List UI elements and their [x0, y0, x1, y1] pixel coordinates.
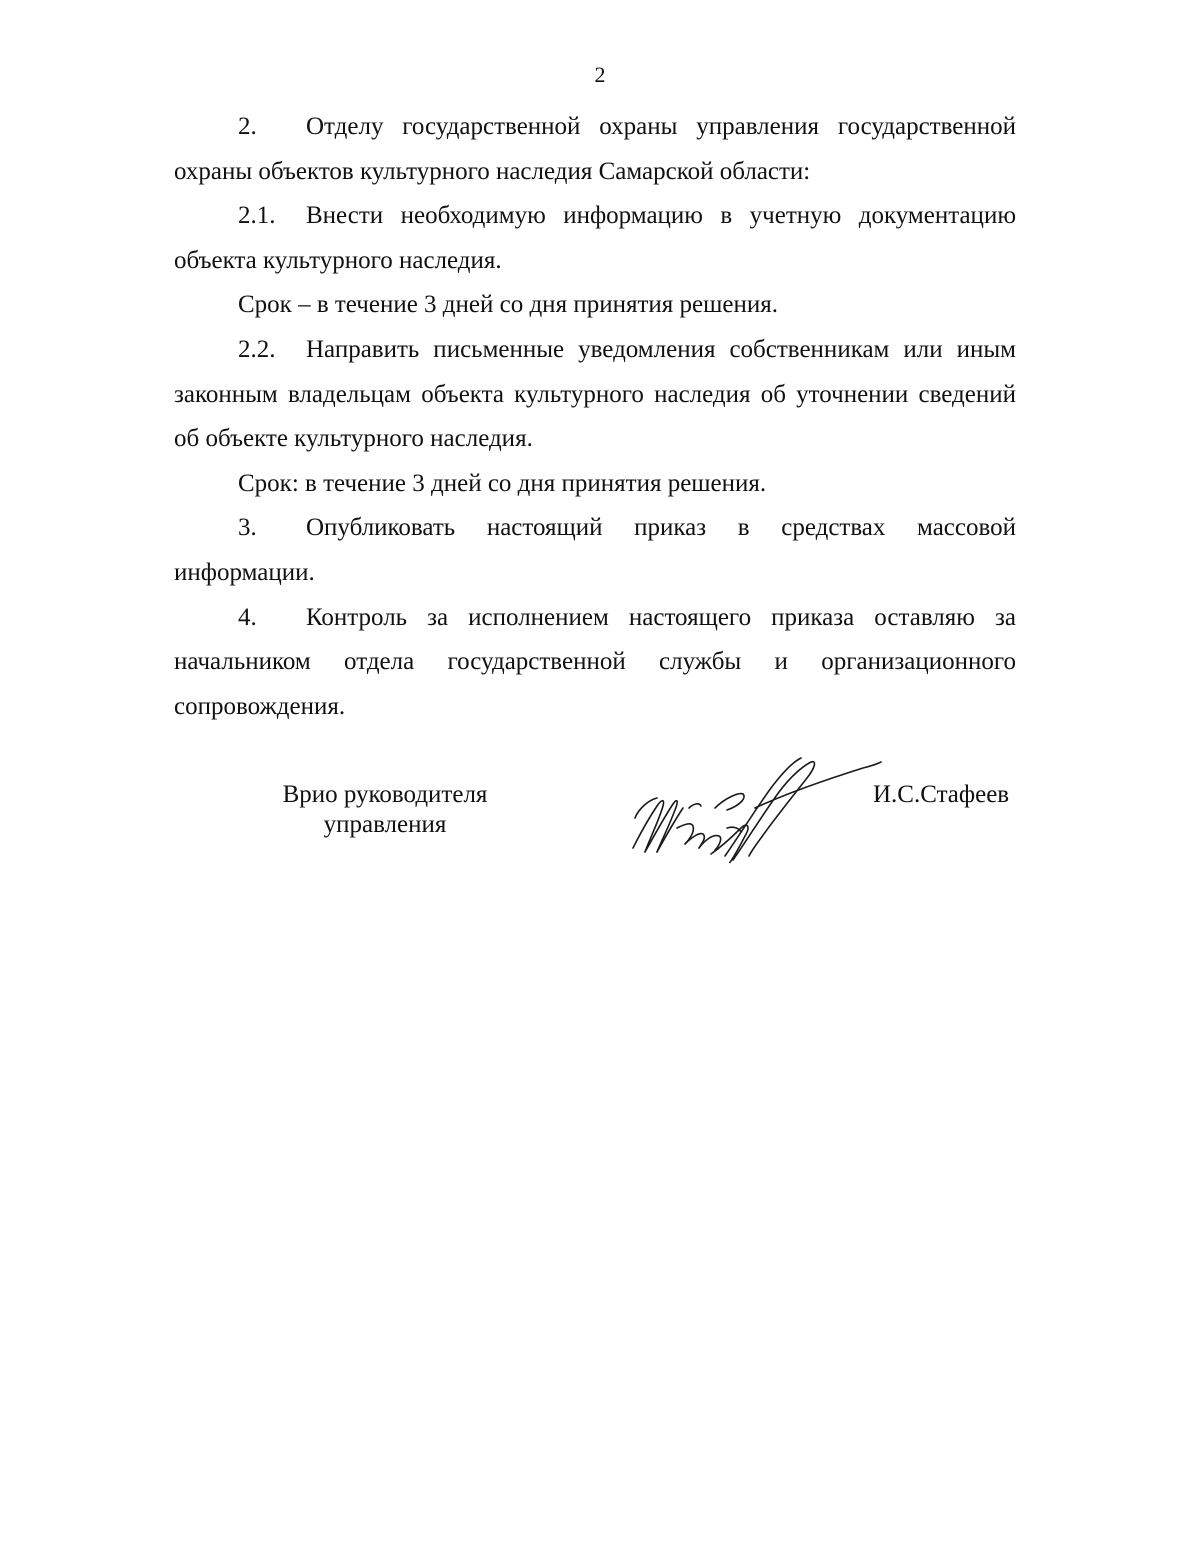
paragraph-text: Опубликовать настоящий приказ в средствах массовой информации. [174, 514, 1016, 586]
paragraph-4 [174, 596, 1016, 730]
paragraph-deadline-1 [174, 283, 1016, 328]
paragraph-text: Контроль за исполнением настоящего приказа оставляю за начальником отдела государственной службы и организационного сопровождения. [174, 603, 1016, 720]
paragraph-2-2 [174, 328, 1016, 462]
paragraph-3 [174, 506, 1016, 595]
paragraph-text: Внести необходимую информацию в учетную документацию объекта культурного наследия. [174, 202, 1016, 274]
position-line-1: Врио руководителя [282, 781, 488, 808]
paragraph-number: 2.1. [238, 202, 276, 230]
paragraph-text: Срок – в течение 3 дней со дня принятия решения. [238, 291, 778, 319]
paragraph-text: Отделу государственной охраны управления государственной охраны объектов культурного наследия Самарской области: [174, 113, 1016, 185]
paragraph-deadline-2 [174, 462, 1016, 507]
page-number: 2 [594, 62, 606, 87]
paragraph-number: 4. [238, 603, 257, 631]
handwritten-signature-icon [615, 748, 885, 863]
signatory-name: И.С.Стафеев [873, 781, 1010, 808]
paragraph-2-1 [174, 194, 1016, 283]
paragraph-number: 2. [238, 113, 257, 140]
paragraph-text: Срок: в течение 3 дней со дня принятия решения. [238, 469, 767, 497]
paragraph-number: 2.2. [238, 335, 276, 363]
paragraph-text: Направить письменные уведомления собственникам или иным законным владельцам объекта культурного наследия об уточнении сведений об объекте культурного наследия. [174, 335, 1016, 453]
paragraph-number: 3. [238, 514, 257, 542]
document-body [174, 105, 1016, 729]
paragraph-2 [174, 105, 1016, 194]
signature-block [0, 780, 1200, 890]
position-line-2: управления [323, 811, 447, 838]
signatory-position [276, 780, 494, 840]
